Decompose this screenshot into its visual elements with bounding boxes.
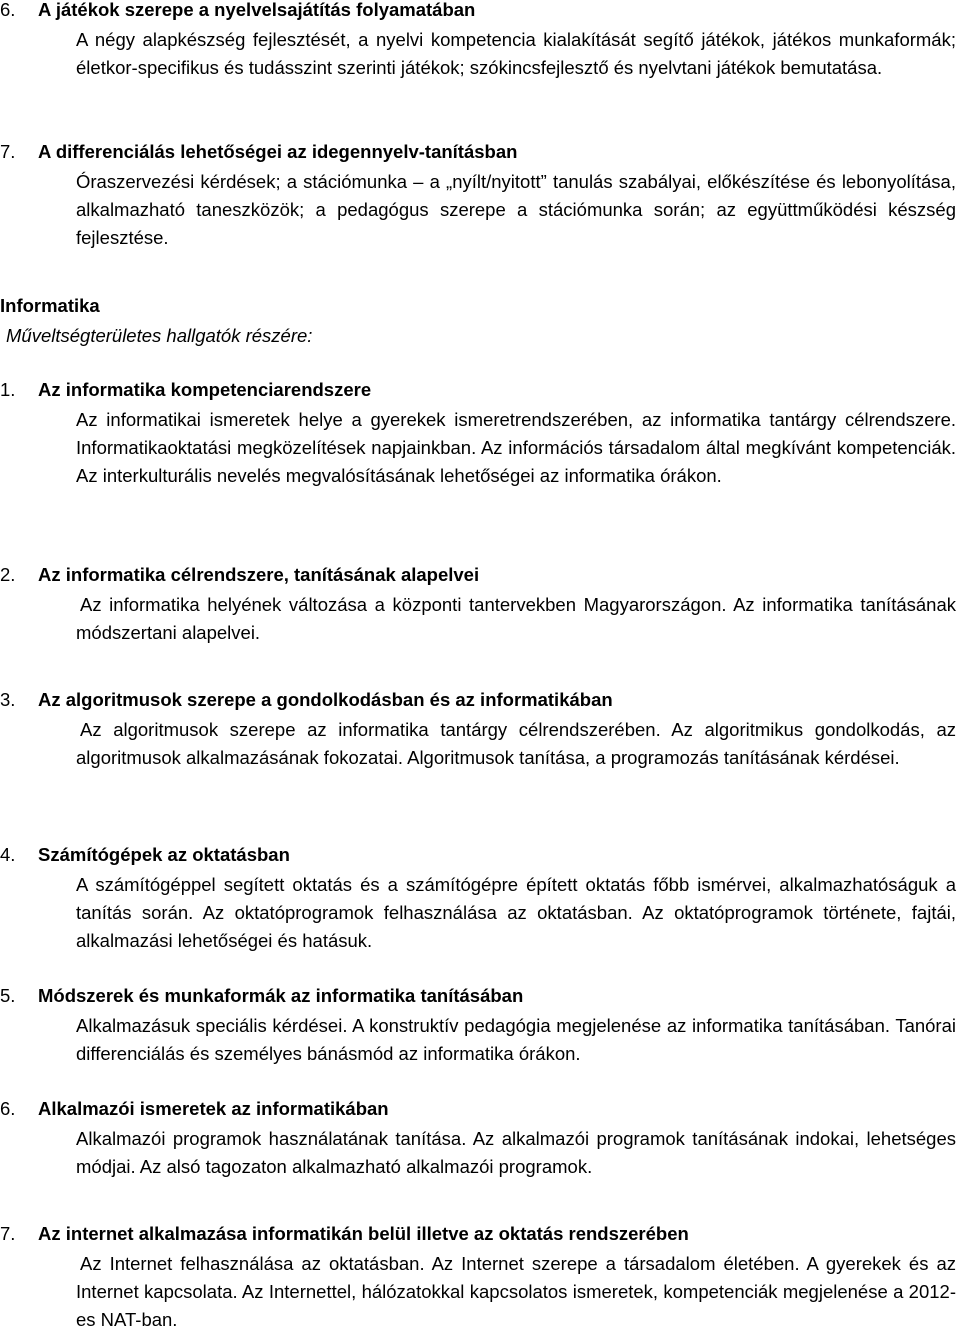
item-title: Alkalmazói ismeretek az informatikában	[38, 1098, 389, 1119]
item-title: Az informatika kompetenciarendszere	[38, 379, 372, 400]
item-body: Az informatikai ismeretek helye a gyerekek ismeretrendszerében, az informatika tantárgy célrendszere. Informatikaoktatási megközelítések napjainkban. Az információs társadalom által megkívánt kompetenciák. Az interkulturális nevelés megvalósításának lehetőségei az informatika órákon.	[76, 409, 956, 486]
item-number: 3.	[0, 689, 16, 710]
list-item	[0, 843, 960, 955]
list-item	[0, 1222, 960, 1334]
item-title: Számítógépek az oktatásban	[38, 844, 290, 865]
item-body: Óraszervezési kérdések; a stációmunka ‒ a „nyílt/nyitott” tanulás szabályai, előkészítése és lebonyolítása, alkalmazható taneszközök; a pedagógus szerepe a stációmunka során; az együttműködési készség fejlesztése.	[76, 171, 956, 248]
item-body: Alkalmazói programok használatának tanítása. Az alkalmazói programok tanításának indokai, lehetséges módjai. Az alsó tagozaton alkalmazható alkalmazói programok.	[76, 1128, 956, 1177]
item-body: Az Internet felhasználása az oktatásban. Az Internet szerepe a társadalom életében. A gyerekek és az Internet kapcsolata. Az Internettel, hálózatokkal kapcsolatos ismeretek, kompetenciák megjelenése a 2012-es NAT-ban.	[76, 1253, 956, 1330]
item-title: Módszerek és munkaformák az informatika tanításában	[38, 985, 524, 1006]
section-title: Informatika	[0, 295, 100, 316]
section-subtitle: Műveltségterületes hallgatók részére:	[6, 325, 313, 346]
list-item	[0, 563, 960, 647]
item-heading	[0, 688, 960, 712]
item-number: 1.	[0, 379, 16, 400]
list-item	[0, 140, 960, 252]
item-heading	[0, 1222, 960, 1246]
item-heading	[0, 563, 960, 587]
item-body: A négy alapkészség fejlesztését, a nyelvi kompetencia kialakítását segítő játékok, játékos munkaformák; életkor-specifikus és tudásszint szerinti játékok; szókincsfejlesztő és nyelvtani játékok bemutatása.	[76, 29, 956, 78]
list-item	[0, 378, 960, 490]
item-number: 6.	[0, 1098, 16, 1119]
item-heading	[0, 984, 960, 1008]
item-body: A számítógéppel segített oktatás és a számítógépre épített oktatás főbb ismérvei, alkalmazhatóságuk a tanítás során. Az oktatóprogramok felhasználása az oktatásban. Az oktatóprogramok története, fajtái, alkalmazási lehetőségei és hatásuk.	[76, 874, 956, 951]
item-number: 4.	[0, 844, 16, 865]
item-body: Az informatika helyének változása a központi tantervekben Magyarországon. Az informatika tanításának módszertani alapelvei.	[76, 594, 956, 643]
item-heading	[0, 1097, 960, 1121]
item-heading	[0, 0, 960, 22]
item-number: 7.	[0, 141, 16, 162]
item-title: A differenciálás lehetőségei az idegennyelv-tanításban	[38, 141, 518, 162]
item-number: 6.	[0, 0, 16, 20]
item-body: Az algoritmusok szerepe az informatika tantárgy célrendszerében. Az algoritmikus gondolkodás, az algoritmusok alkalmazásának fokozatai. Algoritmusok tanítása, a programozás tanításának kérdései.	[76, 719, 956, 768]
item-number: 7.	[0, 1223, 16, 1244]
item-number: 2.	[0, 564, 16, 585]
list-item	[0, 1097, 960, 1181]
item-title: Az internet alkalmazása informatikán belül illetve az oktatás rendszerében	[38, 1223, 689, 1244]
item-heading	[0, 843, 960, 867]
list-item	[0, 984, 960, 1068]
item-title: Az informatika célrendszere, tanításának alapelvei	[38, 564, 480, 585]
list-item	[0, 0, 960, 82]
item-title: Az algoritmusok szerepe a gondolkodásban és az informatikában	[38, 689, 613, 710]
item-heading	[0, 140, 960, 164]
item-body: Alkalmazásuk speciális kérdései. A konstruktív pedagógia megjelenése az informatika tanításában. Tanórai differenciálás és személyes bánásmód az informatika órákon.	[76, 1015, 956, 1064]
item-heading	[0, 378, 960, 402]
item-title: A játékok szerepe a nyelvelsajátítás folyamatában	[38, 0, 476, 20]
item-number: 5.	[0, 985, 16, 1006]
list-item	[0, 688, 960, 772]
